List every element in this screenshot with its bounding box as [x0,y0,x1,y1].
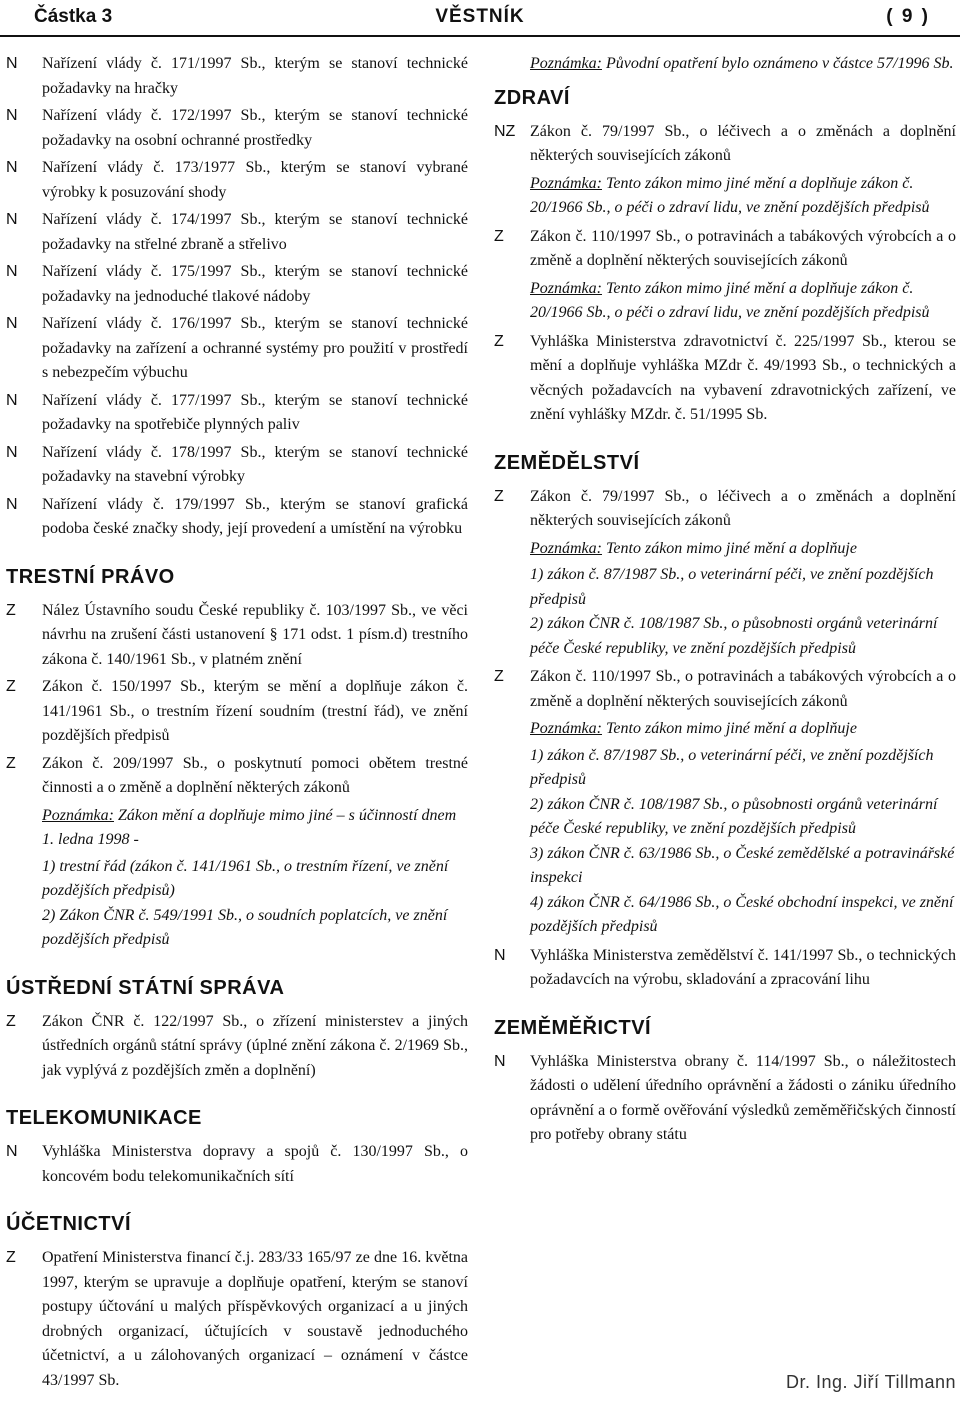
left-item-list [6,52,468,542]
item-text: Nařízení vlády č. 177/1997 Sb., kterým se stanoví technické požadavky na spotřebiče plynných paliv [42,391,468,433]
item-text: Zákon ČNR č. 122/1997 Sb., o zřízení ministerstev a jiných ústředních orgánů státní správy (úplné znění zákona č. 2/1969 Sb., jak vyplývá z pozdějších změn a doplnění) [42,1012,468,1079]
item-mark: N [6,159,18,176]
list-item [6,1010,468,1084]
note-subitem: 2) Zákon ČNR č. 549/1991 Sb., o soudních poplatcích, ve znění pozdějších předpisů [42,906,448,948]
zdravi-note-1 [494,172,956,221]
list-item [6,675,468,749]
note-label: Poznámka: [530,174,602,192]
item-mark: N [6,1143,18,1160]
note-text: Tento zákon mimo jiné mění a doplňuje zákon č. 20/1966 Sb., o péči o zdraví lidu, ve znění pozdějších předpisů [530,279,930,321]
journal-title: VĚSTNÍK [435,6,525,27]
section-title-ustredni: ÚSTŘEDNÍ STÁTNÍ SPRÁVA [6,976,285,999]
item-text: Zákon č. 79/1997 Sb., o léčivech a o změnách a doplnění některých souvisejících zákonů [530,487,956,529]
note-label: Poznámka: [42,806,114,824]
ucetnictvi-item-list [6,1246,468,1393]
item-text: Nařízení vlády č. 172/1997 Sb., kterým se stanoví technické požadavky na osobní ochranné prostředky [42,107,468,149]
item-text: Zákon č. 209/1997 Sb., o poskytnutí pomoci obětem trestné činnosti a o změně a doplnění některých zákonů [42,754,468,796]
list-item [494,225,956,274]
note-label: Poznámka: [530,539,602,557]
section-title-ucetnictvi: ÚČETNICTVÍ [6,1213,131,1235]
list-item [6,493,468,542]
zemedelstvi-note-2 [494,717,956,940]
item-text: Opatření Ministerstva financí č.j. 283/33 165/97 ze dne 16. května 1997, kterým se upravuje a doplňuje opatření, kterým se stanoví postupy účtování u malých příspěvkových organizací a u jiných drobných organizací, účtujících v soustavě jednoduchého účetnictví, a u zálohovaných organizací – oznámení v částce 43/1997 Sb. [42,1249,468,1389]
ustredni-item-list [6,1010,468,1084]
item-mark: Z [494,668,504,685]
right-column [494,52,956,1151]
item-mark: N [6,443,18,461]
list-item [6,599,468,673]
continued-note [494,52,956,77]
note-text: Tento zákon mimo jiné mění a doplňuje [601,539,857,557]
note-subitem: 4) zákon ČNR č. 64/1986 Sb., o České obchodní inspekci, ve znění pozdějších předpisů [530,893,954,935]
item-mark: Z [494,332,504,350]
note-subitem: 2) zákon ČNR č. 108/1987 Sb., o působnosti orgánů veterinární péče České republiky, ve znění pozdějších předpisů [530,615,938,657]
item-text: Nařízení vlády č. 179/1997 Sb., kterým se stanoví grafická podoba české značky shody, její provedení a umístění na výrobku [42,495,468,537]
item-mark: N [6,315,18,332]
list-item [6,52,468,101]
list-item [494,485,956,534]
item-mark: Z [6,754,16,772]
item-text: Nařízení vlády č. 178/1997 Sb., kterým se stanoví technické požadavky na stavební výrobky [42,443,468,485]
zemedelstvi-note-1 [494,537,956,662]
item-text: Vyhláška Ministerstva zdravotnictví č. 225/1997 Sb., kterou se mění a doplňuje vyhláška MZdr č. 49/1993 Sb., o technických a věcných požadavcích na vybavení zdravotnických zařízení, ve znění vyhlášky MZdr. č. 51/1995 Sb. [530,332,956,423]
item-text: Nařízení vlády č. 174/1997 Sb., kterým se stanoví technické požadavky na střelné zbraně a střelivo [42,211,468,253]
item-mark: N [494,946,506,964]
note-subitem: 2) zákon ČNR č. 108/1987 Sb., o působnosti orgánů veterinární péče České republiky, ve znění pozdějších předpisů [530,795,938,837]
issue-label: Částka 3 [34,6,113,27]
left-column [6,52,468,1396]
note-subitem: 1) zákon č. 87/1987 Sb., o veterinární péči, ve znění pozdějších předpisů [530,746,934,788]
item-text: Vyhláška Ministerstva dopravy a spojů č. 130/1997 Sb., o koncovém bodu telekomunikačních sítí [42,1143,468,1185]
note-text: Původní opatření bylo oznámeno v částce 57/1996 Sb. [601,55,954,72]
list-item [6,156,468,205]
telekom-item-list [6,1140,468,1189]
note-label: Poznámka: [530,279,602,297]
list-item [494,120,956,169]
list-item [6,104,468,153]
item-mark: NZ [494,122,516,140]
section-title-zemedelstvi: ZEMĚDĚLSTVÍ [494,451,640,474]
item-mark: Z [6,678,16,695]
item-text: Vyhláška Ministerstva obrany č. 114/1997 Sb., o náležitostech žádosti o udělení úředního oprávnění a žádosti o zániku úředního oprávnění a o formě ověřování výsledků zeměměřičských činností pro potřeby obrany státu [530,1052,956,1143]
note-label: Poznámka: [530,720,602,737]
item-mark: Z [6,601,16,619]
item-text: Zákon č. 150/1997 Sb., kterým se mění a doplňuje zákon č. 141/1961 Sb., o trestním řízení soudním (trestní řád), ve znění pozdějších předpisů [42,678,468,744]
page-number: ( 9 ) [886,6,930,27]
list-item [6,312,468,386]
list-item [494,944,956,993]
section-title-trestni: TRESTNÍ PRÁVO [6,565,175,588]
list-item [6,389,468,438]
item-mark: Z [494,487,504,505]
note-subitem: 1) trestní řád (zákon č. 141/1961 Sb., o trestním řízení, ve znění pozdějších předpisů) [42,857,449,899]
item-mark: Z [494,227,504,245]
item-text: Zákon č. 79/1997 Sb., o léčivech a o změnách a doplnění některých souvisejících zákonů [530,122,956,164]
item-text: Zákon č. 110/1997 Sb., o potravinách a tabákových výrobcích a o změně a doplnění některých souvisejících zákonů [530,227,956,269]
note-label: Poznámka: [530,55,602,72]
note-text: Tento zákon mimo jiné mění a doplňuje zákon č. 20/1966 Sb., o péči o zdraví lidu, ve znění pozdějších předpisů [530,174,930,216]
item-text: Nařízení vlády č. 173/1977 Sb., kterým se stanoví vybrané výrobky k posuzování shody [42,159,468,201]
list-item [494,1050,956,1148]
header-rule [0,35,960,37]
list-item [6,208,468,257]
section-title-zdravi: ZDRAVÍ [494,86,570,109]
item-mark: N [6,211,18,228]
item-text: Nález Ústavního soudu České republiky č. 103/1997 Sb., ve věci návrhu na zrušení části ustanovení § 171 odst. 1 písm.d) trestního zákona č. 140/1961 Sb., v platném znění [42,601,468,668]
note-text: Zákon mění a doplňuje mimo jiné – s účinností dnem 1. ledna 1998 - [42,806,457,848]
section-title-telekom: TELEKOMUNIKACE [6,1107,202,1129]
item-text: Nařízení vlády č. 171/1997 Sb., kterým se stanoví technické požadavky na hračky [42,55,468,97]
list-item [494,665,956,714]
item-text: Nařízení vlády č. 176/1997 Sb., kterým se stanoví technické požadavky na zařízení a ochranné systémy pro použití v prostředí s nebezpečím výbuchu [42,315,468,381]
item-text: Nařízení vlády č. 175/1997 Sb., kterým se stanoví technické požadavky na jednoduché tlakové nádoby [42,263,468,305]
list-item [6,260,468,309]
note-text: Tento zákon mimo jiné mění a doplňuje [601,720,857,737]
item-mark: Z [6,1249,16,1266]
item-mark: N [6,263,18,280]
item-mark: N [494,1052,506,1070]
item-mark: N [6,495,18,513]
item-mark: Z [6,1012,16,1030]
list-item [6,752,468,801]
list-item [494,330,956,428]
list-item [6,441,468,490]
item-text: Vyhláška Ministerstva zemědělství č. 141/1997 Sb., o technických požadavcích na výrobu, skladování a zpracování lihu [530,946,956,988]
item-mark: N [6,107,18,124]
page-header [0,0,960,36]
list-item [6,1246,468,1393]
author-signature: Dr. Ing. Jiří Tillmann [785,1372,956,1392]
trestni-item-list [6,599,468,801]
zdravi-note-2 [494,277,956,326]
item-mark: N [6,391,18,409]
list-item [6,1140,468,1189]
item-mark: N [6,55,18,72]
trestni-note [6,804,468,953]
item-text: Zákon č. 110/1997 Sb., o potravinách a tabákových výrobcích a o změně a doplnění některých souvisejících zákonů [530,668,956,710]
section-title-zememerictvi: ZEMĚMĚŘICTVÍ [494,1016,652,1039]
note-subitem: 3) zákon ČNR č. 63/1986 Sb., o České zemědělské a potravinářské inspekci [530,844,955,886]
note-subitem: 1) zákon č. 87/1987 Sb., o veterinární péči, ve znění pozdějších předpisů [530,566,934,608]
